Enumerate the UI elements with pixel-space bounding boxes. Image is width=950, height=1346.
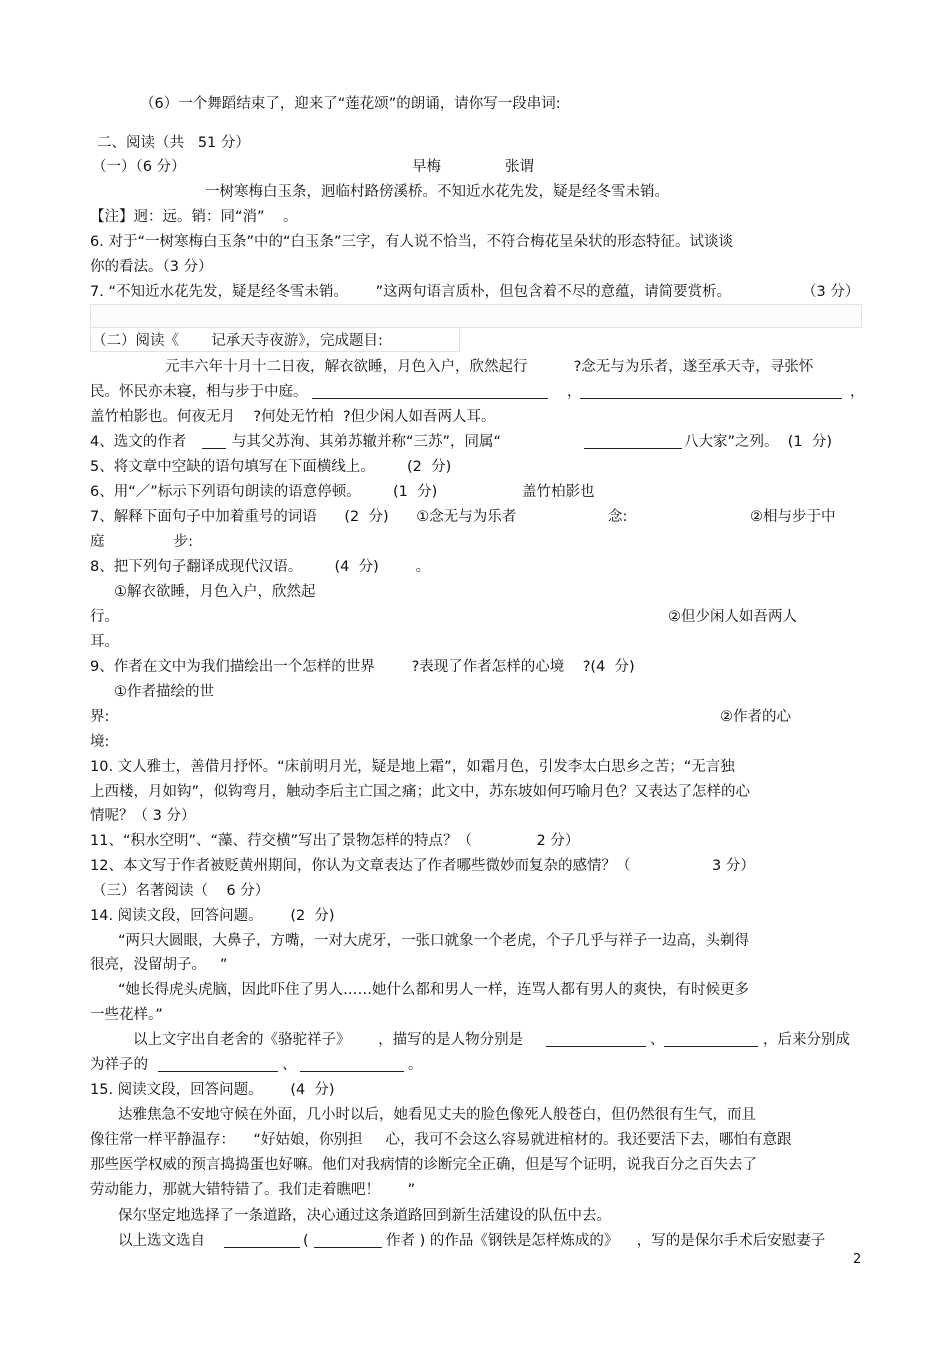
text-line-comma-2: ， xyxy=(850,384,865,400)
text-line-q14-dun2: 、 xyxy=(282,1057,297,1073)
text-line-q6-lianhua: （6）一个舞蹈结束了，迎来了“莲花颂”的朗诵，请你写一段串词: xyxy=(140,96,561,112)
text-line-q6b: 你的看法。（3 分） xyxy=(90,259,213,275)
text-line-q14-p1a: “两只大圆眼，大鼻子，方嘴，一对大虎牙，一张口就象一个老虎，个子几乎与祥子一边高，头剃得 xyxy=(118,933,750,949)
text-line-q14-p2a: “她长得虎头虎脑，因此吓住了男人……她什么都和男人一样，连骂人都有男人的爽快，有时候更多 xyxy=(118,982,750,998)
text-line-q8-1b: 行。 xyxy=(90,609,119,625)
text-line-text-c: 盖竹柏影也。何夜无月 ?何处无竹柏 ?但少闲人如吾两人耳。 xyxy=(90,409,496,425)
text-line-sub1: （一）（6 分） xyxy=(92,159,186,175)
text-line-q7-nian: 念: xyxy=(608,509,628,525)
text-line-comma-1: ， xyxy=(567,384,582,400)
answer-blank-role-1[interactable] xyxy=(158,1071,278,1072)
text-line-q15-p2: 保尔坚定地选择了一条道路，决心通过这条道路回到新生活建设的队伍中去。 xyxy=(118,1208,611,1224)
text-line-poem-title: 早梅 xyxy=(412,159,441,175)
text-line-q14-dun1: 、 xyxy=(650,1032,665,1048)
text-line-q8-1a: ①解衣欲睡，月色入户，欣然起 xyxy=(114,584,316,600)
text-line-q8: 8、把下列句子翻译成现代汉语。 (4 分) 。 xyxy=(90,559,431,575)
text-line-q14-p3a: 以上文字出自老舍的《骆驼祥子》 ，描写的是人物分别是 xyxy=(133,1032,524,1048)
answer-blank-author-name[interactable] xyxy=(314,1247,382,1248)
text-line-sub3: （三）名著阅读（ 6 分） xyxy=(92,883,270,899)
text-line-q4b: 与其父苏洵、其弟苏辙并称“三苏”，同属“ xyxy=(232,434,502,450)
text-line-q10b: 上西楼，月如钩”，似钩弯月，触动李后主亡国之痛；此文中，苏东坡如何巧喻月色？又表达了怎样的心 xyxy=(90,784,751,800)
text-line-text-b: 民。怀民亦未寝，相与步于中庭。 xyxy=(90,384,308,400)
answer-blank-source[interactable] xyxy=(224,1247,300,1248)
answer-blank-fill-2[interactable] xyxy=(580,398,842,399)
text-line-q11: 11、“积水空明”、“藻、荇交横”写出了景物怎样的特点？（ 2 分） xyxy=(90,833,580,849)
text-line-q8-2b: 耳。 xyxy=(90,634,119,650)
text-line-q7-xiang: ②相与步于中 xyxy=(750,509,836,525)
text-line-q15-p1d: 劳动能力，那就大错特错了。我们走着瞧吧！ ” xyxy=(90,1182,416,1198)
text-line-q14-p4: 为祥子的 xyxy=(90,1057,148,1073)
text-line-text-a: 元丰六年十月十二日夜，解衣欲睡，月色入户，欣然起行 ?念无与为乐者，遂至承天寺，寻张怀 xyxy=(165,359,814,375)
text-line-q9-1a: ①作者描绘的世 xyxy=(114,684,214,700)
text-line-q14: 14. 阅读文段，回答问题。 (2 分) xyxy=(90,908,335,924)
text-line-q6a: 6. 对于“一树寒梅白玉条”中的“白玉条”三字，有人说不恰当，不符合梅花呈朵状的形态特征。试谈谈 xyxy=(90,234,733,250)
text-line-q9-1b: 界: xyxy=(90,709,110,725)
text-line-q7-ting: 庭 步: xyxy=(90,534,194,550)
text-line-q7: 7. “不知近水花先发，疑是经冬雪未销。 ”这两句语言质朴，但包含着不尽的意蕴，请简要赏析。 xyxy=(90,284,732,300)
text-line-q10c: 情呢？（ 3 分） xyxy=(90,808,196,824)
text-line-q6-pause: 6、用“／”标示下列语句朗读的语意停顿。 (1 分) xyxy=(90,484,438,500)
text-line-note: 【注】迥：远。销：同“消” 。 xyxy=(90,209,298,225)
text-line-sec2-title: 二、阅读（共 51 分） xyxy=(97,135,250,151)
text-line-q15-p3b: ( xyxy=(303,1233,309,1249)
text-line-q5: 5、将文章中空缺的语句填写在下面横线上。 (2 分) xyxy=(90,459,452,475)
text-line-q7-score: （3 分） xyxy=(802,284,860,300)
answer-blank-character-1[interactable] xyxy=(546,1046,646,1047)
text-line-sub2: （二）阅读《 记承天寺夜游》，完成题目: xyxy=(92,333,383,349)
text-line-poem-body: 一树寒梅白玉条，迥临村路傍溪桥。不知近水花先发，疑是经冬雪未销。 xyxy=(205,184,669,200)
text-line-q9: 9、作者在文中为我们描绘出一个怎样的世界 ?表现了作者怎样的心境 ?(4 分) xyxy=(90,659,635,675)
text-line-q15-p3c: 作者 ) 的作品《钢铁是怎样炼成的》 ，写的是保尔手术后安慰妻子 xyxy=(386,1233,826,1249)
answer-blank-role-2[interactable] xyxy=(300,1071,404,1072)
text-line-q15: 15. 阅读文段，回答问题。 (4 分) xyxy=(90,1082,335,1098)
answer-blank-author[interactable] xyxy=(202,448,226,449)
text-line-q15-p1b: 像往常一样平静温存： “好姑娘，你别担 心，我可不会这么容易就进棺材的。我还要活下去，哪怕有意跟 xyxy=(90,1132,792,1148)
text-line-q14-p2b: 一些花样。” xyxy=(90,1007,163,1023)
text-line-q4a: 4、选文的作者 xyxy=(90,434,187,450)
text-line-poem-author: 张谓 xyxy=(505,159,534,175)
text-line-q14-p1b: 很亮，没留胡子。 ” xyxy=(90,957,228,973)
text-line-q9-2a: ②作者的心 xyxy=(720,709,791,725)
text-line-q12: 12、本文写于作者被贬黄州期间，你认为文章表达了作者哪些微妙而复杂的感情？（ xyxy=(90,858,631,874)
text-line-q4c: 八大家”之列。 (1 分) xyxy=(684,434,832,450)
text-line-q15-p1c: 那些医学权威的预言捣捣蛋也好嘛。他们对我病情的诊断完全正确，但是写个证明，说我百分之百失去了 xyxy=(90,1157,757,1173)
text-line-q6-phrase: 盖竹柏影也 xyxy=(522,484,595,500)
text-line-q7-words: 7、解释下面句子中加着重号的词语 (2 分) ①念无与为乐者 xyxy=(90,509,517,525)
blank-answer-box xyxy=(90,304,862,328)
text-line-q10a: 10. 文人雅士，善借月抒怀。“床前明月光，疑是地上霜”，如霜月色，引发李太白思乡之苦；“无言独 xyxy=(90,759,735,775)
text-line-q14-end: 。 xyxy=(408,1057,423,1073)
text-line-q14-p3b: ，后来分别成 xyxy=(763,1032,850,1048)
answer-blank-fill-1[interactable] xyxy=(312,398,548,399)
text-line-q9-2b: 境: xyxy=(90,734,110,750)
text-line-q15-p3a: 以上选文选自 xyxy=(118,1233,205,1249)
page-number: 2 xyxy=(853,1252,862,1267)
answer-blank-dynasty[interactable] xyxy=(584,448,682,449)
text-line-q8-2a: ②但少闲人如吾两人 xyxy=(668,609,797,625)
text-line-q12-score: 3 分） xyxy=(712,858,755,874)
text-line-q15-p1a: 达雅焦急不安地守候在外面，几小时以后，她看见丈夫的脸色像死人般苍白，但仍然很有生气，而且 xyxy=(118,1107,756,1123)
answer-blank-character-2[interactable] xyxy=(664,1046,758,1047)
